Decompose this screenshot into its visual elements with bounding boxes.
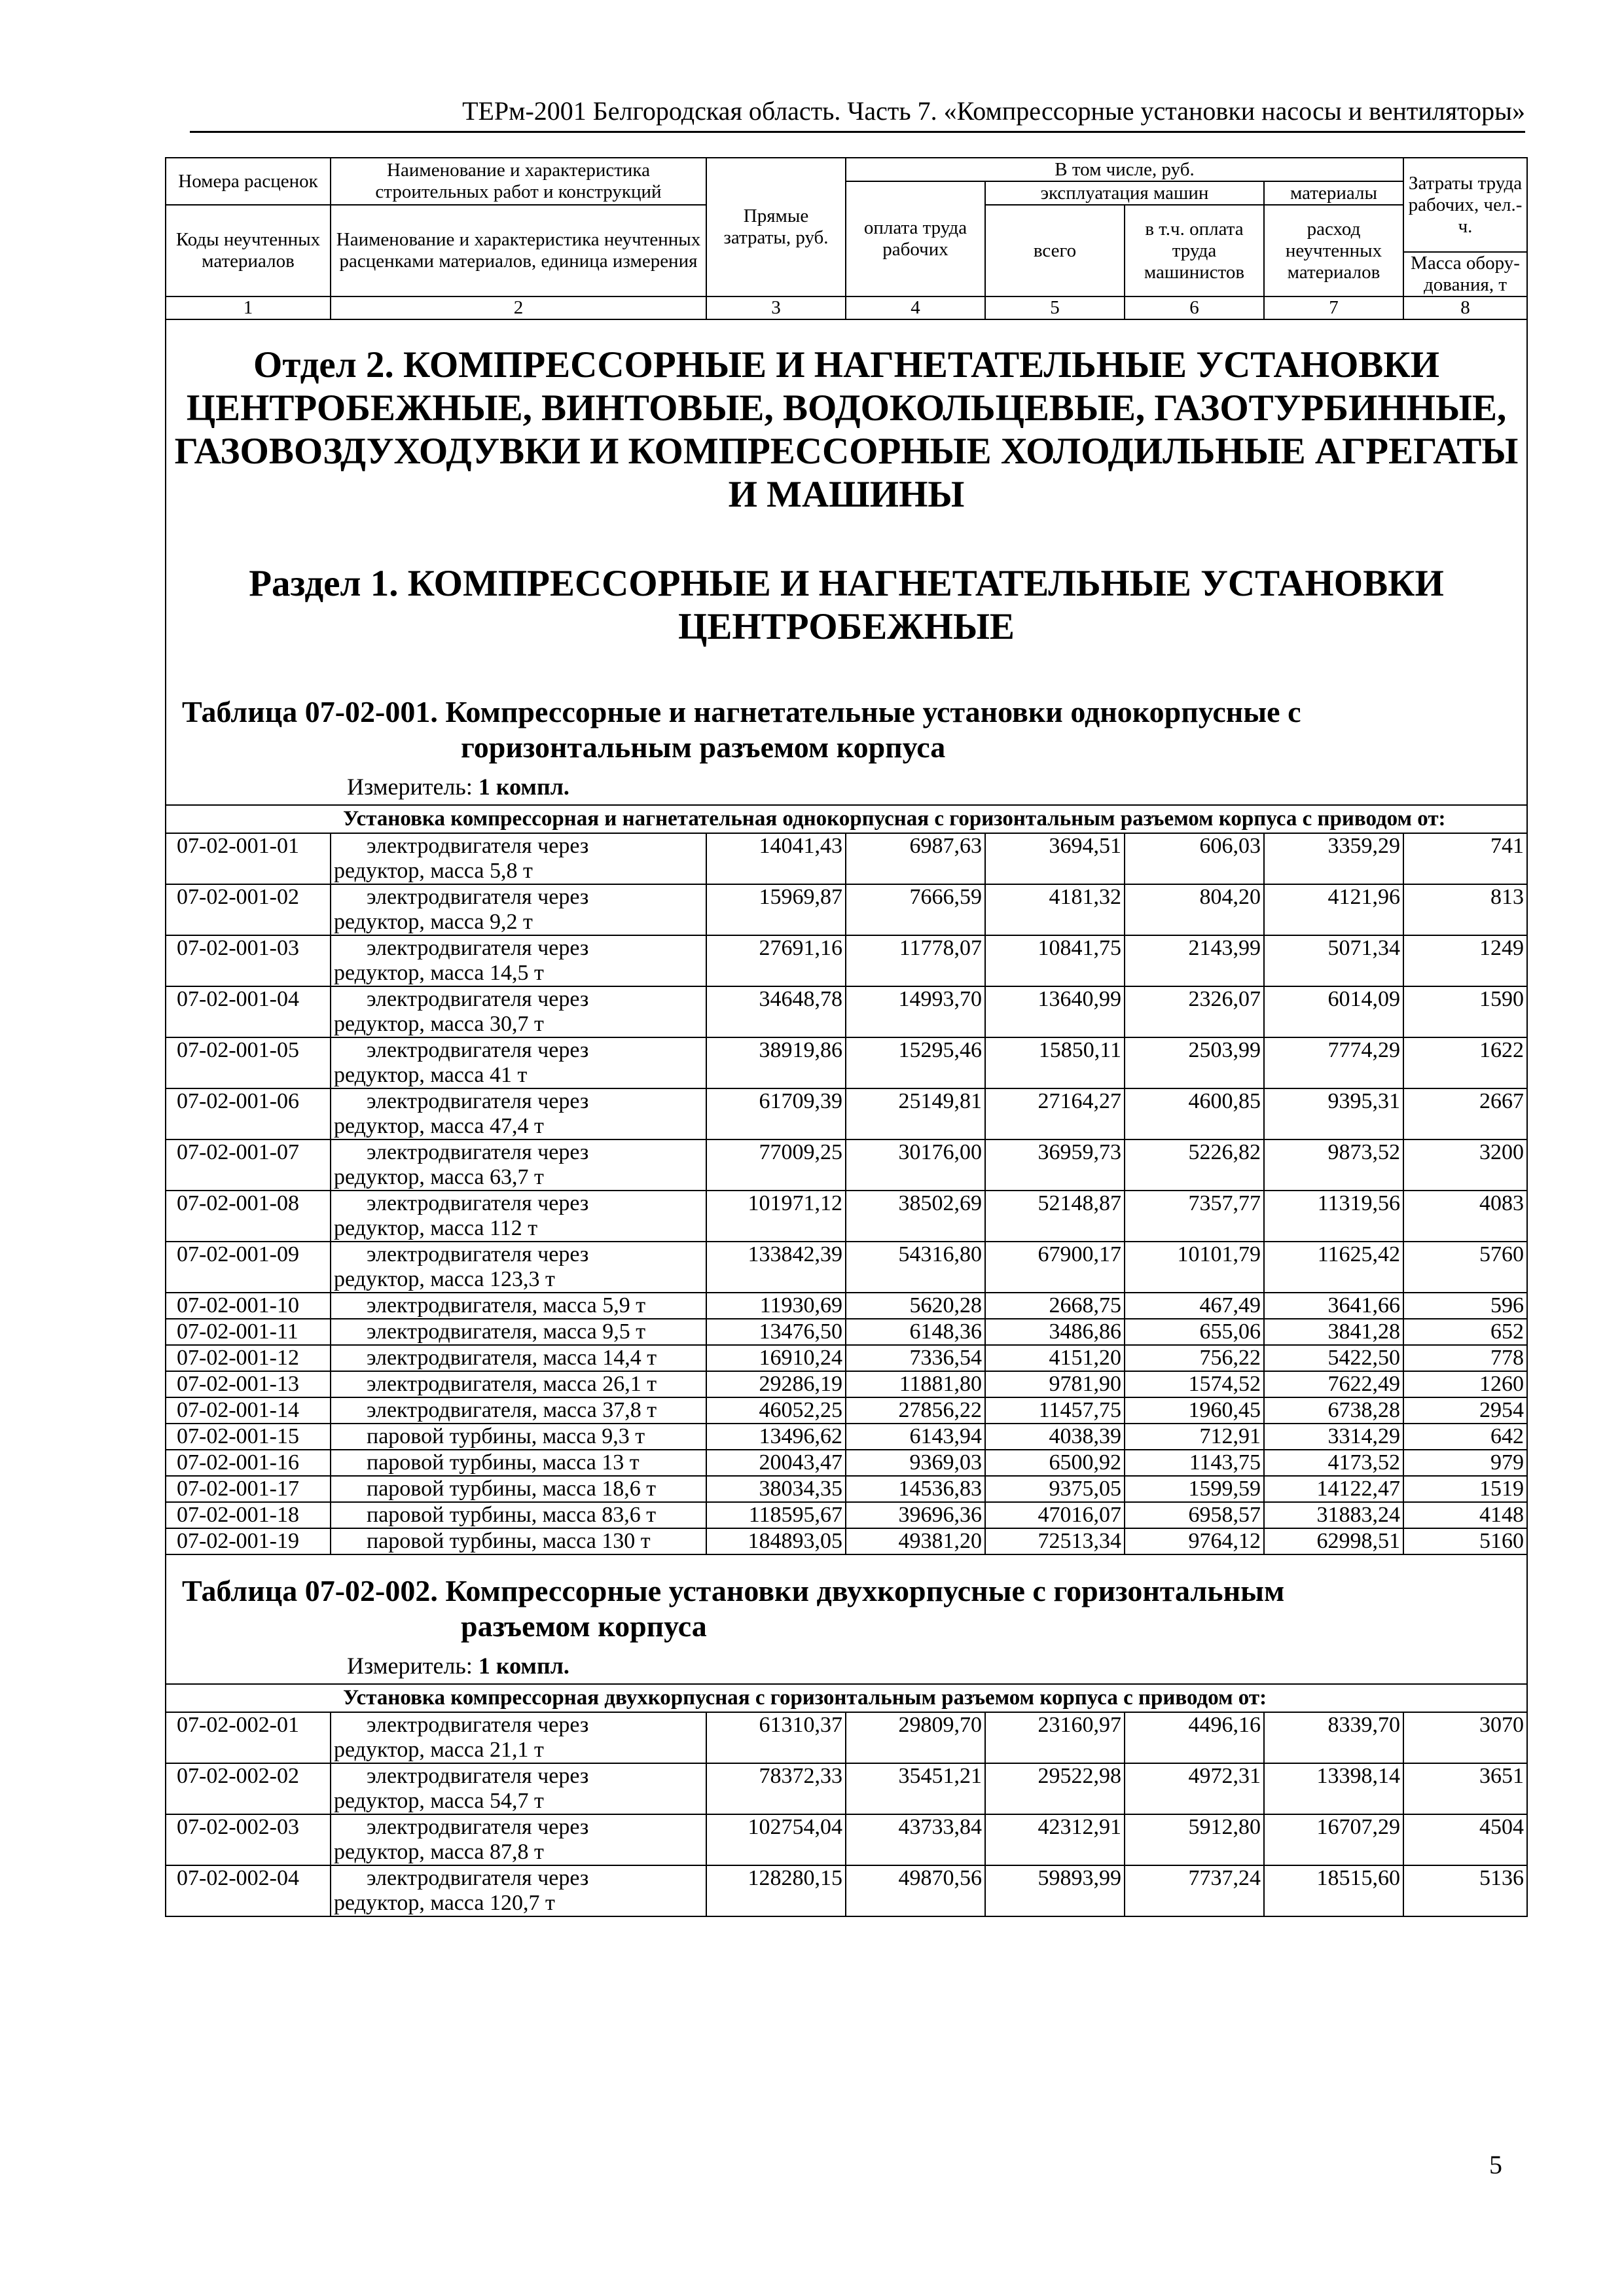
- meter-value: 1 компл.: [478, 1653, 569, 1679]
- rate-code: 07-02-001-04: [166, 986, 331, 1037]
- rate-code: 07-02-001-08: [166, 1191, 331, 1242]
- col1-top: Номера расценок: [166, 158, 331, 205]
- labor-hours: 1622: [1403, 1037, 1527, 1088]
- materials-header: материалы: [1264, 181, 1403, 205]
- materials-cost: 31883,24: [1264, 1502, 1403, 1528]
- materials-cost: 11625,42: [1264, 1242, 1403, 1293]
- rate-name: [331, 1088, 706, 1139]
- rate-name: [331, 1763, 706, 1814]
- materials-cost: 6738,28: [1264, 1397, 1403, 1424]
- machines-total: 23160,97: [985, 1712, 1125, 1763]
- rate-name-line1: электродвигателя через: [367, 1866, 589, 1890]
- machines-total: 4038,39: [985, 1424, 1125, 1450]
- machines-total: 13640,99: [985, 986, 1125, 1037]
- rate-name-line1: электродвигателя через: [367, 1191, 589, 1215]
- rate-name-line2: редуктор, масса 41 т: [334, 1063, 528, 1087]
- rate-code: 07-02-001-18: [166, 1502, 331, 1528]
- machinist-pay: 7357,77: [1125, 1191, 1264, 1242]
- rate-name: [331, 986, 706, 1037]
- rate-name: [331, 1502, 706, 1528]
- rate-name-line1: паровой турбины, масса 13 т: [367, 1450, 640, 1475]
- col8-bottom: Масса обору-дования, т: [1403, 252, 1527, 296]
- direct-costs: 38919,86: [706, 1037, 846, 1088]
- worker-pay: 30176,00: [846, 1139, 985, 1191]
- labor-hours: 5760: [1403, 1242, 1527, 1293]
- table-row: [166, 1450, 1527, 1476]
- direct-costs: 77009,25: [706, 1139, 846, 1191]
- machinist-pay: 467,49: [1125, 1293, 1264, 1319]
- col-number-3: 3: [706, 296, 846, 319]
- direct-costs: 13496,62: [706, 1424, 846, 1450]
- machinist-pay: 804,20: [1125, 884, 1264, 935]
- labor-hours: 741: [1403, 833, 1527, 884]
- direct-costs: 34648,78: [706, 986, 846, 1037]
- rate-name-line1: электродвигателя через: [367, 1140, 589, 1164]
- machinist-pay: 5912,80: [1125, 1814, 1264, 1865]
- rate-code: 07-02-001-12: [166, 1345, 331, 1371]
- machines-total: 11457,75: [985, 1397, 1125, 1424]
- labor-hours: 2667: [1403, 1088, 1527, 1139]
- table-row: [166, 1397, 1527, 1424]
- labor-hours: 642: [1403, 1424, 1527, 1450]
- table2-group: Установка компрессорная двухкорпусная с горизонтальным разъемом корпуса с приводом от:: [166, 1684, 1527, 1712]
- machinist-pay: 712,91: [1125, 1424, 1264, 1450]
- machinist-pay: 6958,57: [1125, 1502, 1264, 1528]
- direct-costs: 78372,33: [706, 1763, 846, 1814]
- worker-pay: 14993,70: [846, 986, 985, 1037]
- meter-value: 1 компл.: [478, 774, 569, 800]
- rate-code: 07-02-001-02: [166, 884, 331, 935]
- materials-cost: 13398,14: [1264, 1763, 1403, 1814]
- table1-title-line1: Таблица 07-02-001. Компрессорные и нагнетательные установки однокорпусные с: [182, 695, 1301, 728]
- col3: Прямые затраты, руб.: [706, 158, 846, 296]
- machines-total: 9375,05: [985, 1476, 1125, 1502]
- worker-pay: 6987,63: [846, 833, 985, 884]
- col2-bottom: Наименование и характеристика неучтенных расценками материалов, единица измерения: [331, 205, 706, 296]
- labor-hours: 813: [1403, 884, 1527, 935]
- direct-costs: 101971,12: [706, 1191, 846, 1242]
- direct-costs: 16910,24: [706, 1345, 846, 1371]
- direct-costs: 13476,50: [706, 1319, 846, 1345]
- machines-total: 72513,34: [985, 1528, 1125, 1554]
- rate-name: [331, 833, 706, 884]
- machines-total: 42312,91: [985, 1814, 1125, 1865]
- labor-hours: 979: [1403, 1450, 1527, 1476]
- rate-code: 07-02-002-01: [166, 1712, 331, 1763]
- rate-code: 07-02-001-16: [166, 1450, 331, 1476]
- table-row: [166, 935, 1527, 986]
- direct-costs: 46052,25: [706, 1397, 846, 1424]
- machinist-pay: 756,22: [1125, 1345, 1264, 1371]
- table-row: [166, 1191, 1527, 1242]
- machinist-pay: 7737,24: [1125, 1865, 1264, 1916]
- direct-costs: 38034,35: [706, 1476, 846, 1502]
- materials-cost: 11319,56: [1264, 1191, 1403, 1242]
- labor-hours: 778: [1403, 1345, 1527, 1371]
- rate-name-line2: редуктор, масса 63,7 т: [334, 1165, 544, 1189]
- worker-pay: 15295,46: [846, 1037, 985, 1088]
- direct-costs: 15969,87: [706, 884, 846, 935]
- rate-code: 07-02-001-14: [166, 1397, 331, 1424]
- machines-total: 15850,11: [985, 1037, 1125, 1088]
- rate-name: [331, 1814, 706, 1865]
- rate-name-line2: редуктор, масса 5,8 т: [334, 859, 533, 883]
- direct-costs: 29286,19: [706, 1371, 846, 1397]
- rate-name: [331, 1345, 706, 1371]
- table-row: [166, 1712, 1527, 1763]
- rate-name-line2: редуктор, масса 54,7 т: [334, 1789, 544, 1813]
- table-row: [166, 1814, 1527, 1865]
- labor-hours: 4504: [1403, 1814, 1527, 1865]
- col-number-1: 1: [166, 296, 331, 319]
- col-number-8: 8: [1403, 296, 1527, 319]
- rate-code: 07-02-002-04: [166, 1865, 331, 1916]
- table-row: [166, 986, 1527, 1037]
- machines-total: 9781,90: [985, 1371, 1125, 1397]
- materials-cost: 9395,31: [1264, 1088, 1403, 1139]
- machinist-pay: 4496,16: [1125, 1712, 1264, 1763]
- worker-pay: 11881,80: [846, 1371, 985, 1397]
- materials-cost: 3314,29: [1264, 1424, 1403, 1450]
- rate-name-line1: электродвигателя через: [367, 1713, 589, 1737]
- rate-name: [331, 1191, 706, 1242]
- rate-name: [331, 1293, 706, 1319]
- rate-name: [331, 935, 706, 986]
- table-row: [166, 1528, 1527, 1554]
- rate-name-line1: электродвигателя, масса 37,8 т: [367, 1398, 657, 1422]
- col2-top: Наименование и характеристика строительных работ и конструкций: [331, 158, 706, 205]
- rate-name-line2: редуктор, масса 47,4 т: [334, 1114, 544, 1138]
- direct-costs: 102754,04: [706, 1814, 846, 1865]
- rate-code: 07-02-001-06: [166, 1088, 331, 1139]
- table-row: [166, 884, 1527, 935]
- labor-hours: 4148: [1403, 1502, 1527, 1528]
- rate-name-line1: паровой турбины, масса 9,3 т: [367, 1424, 645, 1448]
- col-number-7: 7: [1264, 296, 1403, 319]
- rate-name-line1: электродвигателя через: [367, 885, 589, 909]
- rate-name-line1: электродвигателя, масса 9,5 т: [367, 1319, 646, 1344]
- labor-hours: 596: [1403, 1293, 1527, 1319]
- machines-total: 29522,98: [985, 1763, 1125, 1814]
- rate-name-line1: электродвигателя через: [367, 1815, 589, 1839]
- table-row: [166, 833, 1527, 884]
- table-row: [166, 1763, 1527, 1814]
- incl-header: В том числе, руб.: [846, 158, 1403, 181]
- direct-costs: 27691,16: [706, 935, 846, 986]
- machines-total: 4181,32: [985, 884, 1125, 935]
- materials-cost: 3641,66: [1264, 1293, 1403, 1319]
- table-row: [166, 1037, 1527, 1088]
- rate-name-line1: электродвигателя через: [367, 1038, 589, 1062]
- labor-hours: 5160: [1403, 1528, 1527, 1554]
- table-row: [166, 1502, 1527, 1528]
- col6: в т.ч. оплата труда машинистов: [1125, 205, 1264, 296]
- rate-name: [331, 1037, 706, 1088]
- materials-cost: 5071,34: [1264, 935, 1403, 986]
- worker-pay: 5620,28: [846, 1293, 985, 1319]
- page-number: 5: [1489, 2150, 1502, 2179]
- table2-title: [170, 1555, 1523, 1644]
- rate-code: 07-02-001-15: [166, 1424, 331, 1450]
- rate-code: 07-02-001-19: [166, 1528, 331, 1554]
- materials-cost: 7774,29: [1264, 1037, 1403, 1088]
- machinist-pay: 2143,99: [1125, 935, 1264, 986]
- table2-heading-cell: [166, 1554, 1527, 1684]
- materials-cost: 5422,50: [1264, 1345, 1403, 1371]
- table-row: [166, 1345, 1527, 1371]
- machines-total: 6500,92: [985, 1450, 1125, 1476]
- rate-name-line1: электродвигателя, масса 5,9 т: [367, 1293, 646, 1318]
- rate-name-line1: паровой турбины, масса 130 т: [367, 1529, 651, 1553]
- machines-total: 47016,07: [985, 1502, 1125, 1528]
- machines-total: 36959,73: [985, 1139, 1125, 1191]
- table-header: [166, 158, 1527, 319]
- direct-costs: 184893,05: [706, 1528, 846, 1554]
- rate-name-line1: паровой турбины, масса 83,6 т: [367, 1503, 657, 1527]
- col-number-6: 6: [1125, 296, 1264, 319]
- machines-total: 27164,27: [985, 1088, 1125, 1139]
- rates-table: [165, 157, 1526, 1917]
- meter-label: Измеритель:: [347, 774, 473, 800]
- materials-cost: 3841,28: [1264, 1319, 1403, 1345]
- rate-name-line2: редуктор, масса 21,1 т: [334, 1738, 544, 1762]
- direct-costs: 14041,43: [706, 833, 846, 884]
- worker-pay: 39696,36: [846, 1502, 985, 1528]
- materials-cost: 9873,52: [1264, 1139, 1403, 1191]
- table-row: [166, 1476, 1527, 1502]
- rate-name: [331, 1450, 706, 1476]
- rate-code: 07-02-001-11: [166, 1319, 331, 1345]
- machines-total: 2668,75: [985, 1293, 1125, 1319]
- rate-code: 07-02-002-02: [166, 1763, 331, 1814]
- labor-hours: 1590: [1403, 986, 1527, 1037]
- machines-total: 59893,99: [985, 1865, 1125, 1916]
- labor-hours: 3200: [1403, 1139, 1527, 1191]
- labor-hours: 4083: [1403, 1191, 1527, 1242]
- machinist-pay: 606,03: [1125, 833, 1264, 884]
- rate-name: [331, 1424, 706, 1450]
- col-number-4: 4: [846, 296, 985, 319]
- table1-rows: [166, 833, 1527, 1554]
- col-number-2: 2: [331, 296, 706, 319]
- table-row: [166, 1371, 1527, 1397]
- labor-hours: 2954: [1403, 1397, 1527, 1424]
- machinist-pay: 4972,31: [1125, 1763, 1264, 1814]
- labor-hours: 3070: [1403, 1712, 1527, 1763]
- machinist-pay: 5226,82: [1125, 1139, 1264, 1191]
- materials-cost: 4121,96: [1264, 884, 1403, 935]
- rate-name-line2: редуктор, масса 14,5 т: [334, 961, 544, 985]
- table2-title-line1: Таблица 07-02-002. Компрессорные установки двухкорпусные с горизонтальным: [182, 1574, 1285, 1607]
- col5: всего: [985, 205, 1125, 296]
- machinist-pay: 10101,79: [1125, 1242, 1264, 1293]
- rate-name: [331, 1712, 706, 1763]
- rate-code: 07-02-001-13: [166, 1371, 331, 1397]
- table-row: [166, 1088, 1527, 1139]
- col4: оплата труда рабочих: [846, 181, 985, 296]
- direct-costs: 61709,39: [706, 1088, 846, 1139]
- worker-pay: 54316,80: [846, 1242, 985, 1293]
- rate-name: [331, 1476, 706, 1502]
- machines-header: эксплуатация машин: [985, 181, 1264, 205]
- machinist-pay: 1960,45: [1125, 1397, 1264, 1424]
- direct-costs: 61310,37: [706, 1712, 846, 1763]
- materials-cost: 6014,09: [1264, 986, 1403, 1037]
- materials-cost: 62998,51: [1264, 1528, 1403, 1554]
- rate-name-line2: редуктор, масса 9,2 т: [334, 910, 533, 934]
- machines-total: 4151,20: [985, 1345, 1125, 1371]
- labor-hours: 3651: [1403, 1763, 1527, 1814]
- table-row: [166, 1319, 1527, 1345]
- rate-code: 07-02-002-03: [166, 1814, 331, 1865]
- rate-code: 07-02-001-01: [166, 833, 331, 884]
- worker-pay: 6148,36: [846, 1319, 985, 1345]
- rate-name-line1: электродвигателя через: [367, 1242, 589, 1266]
- rate-name-line1: электродвигателя через: [367, 1764, 589, 1788]
- machines-total: 67900,17: [985, 1242, 1125, 1293]
- machines-total: 3486,86: [985, 1319, 1125, 1345]
- rate-name-line2: редуктор, масса 112 т: [334, 1216, 538, 1240]
- rate-code: 07-02-001-17: [166, 1476, 331, 1502]
- materials-cost: 3359,29: [1264, 833, 1403, 884]
- worker-pay: 35451,21: [846, 1763, 985, 1814]
- machinist-pay: 2326,07: [1125, 986, 1264, 1037]
- direct-costs: 128280,15: [706, 1865, 846, 1916]
- materials-cost: 4173,52: [1264, 1450, 1403, 1476]
- materials-cost: 16707,29: [1264, 1814, 1403, 1865]
- rate-name-line2: редуктор, масса 120,7 т: [334, 1891, 555, 1915]
- worker-pay: 43733,84: [846, 1814, 985, 1865]
- direct-costs: 118595,67: [706, 1502, 846, 1528]
- machinist-pay: 1143,75: [1125, 1450, 1264, 1476]
- table1-group: Установка компрессорная и нагнетательная однокорпусная с горизонтальным разъемом корпуса с приводом от:: [166, 805, 1527, 833]
- machinist-pay: 2503,99: [1125, 1037, 1264, 1088]
- rate-name-line1: электродвигателя через: [367, 987, 589, 1011]
- rate-code: 07-02-001-07: [166, 1139, 331, 1191]
- direct-costs: 133842,39: [706, 1242, 846, 1293]
- worker-pay: 49381,20: [846, 1528, 985, 1554]
- machines-total: 3694,51: [985, 833, 1125, 884]
- rate-name-line2: редуктор, масса 123,3 т: [334, 1267, 555, 1291]
- part-title: Раздел 1. КОМПРЕССОРНЫЕ И НАГНЕТАТЕЛЬНЫЕ УСТАНОВКИ ЦЕНТРОБЕЖНЫЕ: [249, 563, 1444, 647]
- worker-pay: 38502,69: [846, 1191, 985, 1242]
- rate-name: [331, 1319, 706, 1345]
- rate-name-line1: паровой турбины, масса 18,6 т: [367, 1477, 657, 1501]
- machines-total: 52148,87: [985, 1191, 1125, 1242]
- section-cell: [166, 319, 1527, 805]
- rate-name-line2: редуктор, масса 87,8 т: [334, 1840, 544, 1864]
- labor-hours: 652: [1403, 1319, 1527, 1345]
- labor-hours: 1260: [1403, 1371, 1527, 1397]
- table-row: [166, 1865, 1527, 1916]
- rate-name: [331, 1397, 706, 1424]
- worker-pay: 29809,70: [846, 1712, 985, 1763]
- main-table: [165, 157, 1528, 1917]
- materials-cost: 7622,49: [1264, 1371, 1403, 1397]
- worker-pay: 7336,54: [846, 1345, 985, 1371]
- col7: расход неучтенных материалов: [1264, 205, 1403, 296]
- direct-costs: 20043,47: [706, 1450, 846, 1476]
- worker-pay: 27856,22: [846, 1397, 985, 1424]
- rate-name: [331, 1528, 706, 1554]
- rate-code: 07-02-001-03: [166, 935, 331, 986]
- table2-meter: [170, 1644, 1523, 1683]
- machinist-pay: 1574,52: [1125, 1371, 1264, 1397]
- col8-top: Затраты труда рабочих, чел.-ч.: [1403, 158, 1527, 252]
- table-row: [166, 1242, 1527, 1293]
- rate-name-line1: электродвигателя через: [367, 936, 589, 960]
- table1-title: [170, 649, 1523, 765]
- worker-pay: 49870,56: [846, 1865, 985, 1916]
- worker-pay: 25149,81: [846, 1088, 985, 1139]
- rate-code: 07-02-001-10: [166, 1293, 331, 1319]
- labor-hours: 5136: [1403, 1865, 1527, 1916]
- table-row: [166, 1424, 1527, 1450]
- rate-name: [331, 1242, 706, 1293]
- table-row: [166, 1139, 1527, 1191]
- machinist-pay: 655,06: [1125, 1319, 1264, 1345]
- table1-title-line2: горизонтальным разъемом корпуса: [461, 730, 946, 764]
- table1-meter: [170, 765, 1523, 804]
- worker-pay: 9369,03: [846, 1450, 985, 1476]
- table2-rows: [166, 1712, 1527, 1916]
- rate-name-line1: электродвигателя через: [367, 1089, 589, 1113]
- rate-name: [331, 1865, 706, 1916]
- rate-name: [331, 1371, 706, 1397]
- rate-name-line1: электродвигателя, масса 26,1 т: [367, 1372, 657, 1396]
- worker-pay: 6143,94: [846, 1424, 985, 1450]
- labor-hours: 1249: [1403, 935, 1527, 986]
- worker-pay: 7666,59: [846, 884, 985, 935]
- machinist-pay: 1599,59: [1125, 1476, 1264, 1502]
- col-number-5: 5: [985, 296, 1125, 319]
- department-title: Отдел 2. КОМПРЕССОРНЫЕ И НАГНЕТАТЕЛЬНЫЕ УСТАНОВКИ ЦЕНТРОБЕЖНЫЕ, ВИНТОВЫЕ, ВОДОКОЛЬЦЕВЫЕ, ГАЗОТУРБИННЫЕ, ГАЗОВОЗДУХОДУВКИ И КОМПРЕССОРНЫЕ ХОЛОДИЛЬНЫЕ АГРЕГАТЫ И МАШИНЫ: [174, 344, 1519, 515]
- rate-name-line1: электродвигателя через: [367, 834, 589, 858]
- machinist-pay: 4600,85: [1125, 1088, 1264, 1139]
- col1-bottom: Коды неучтенных материалов: [166, 205, 331, 296]
- machinist-pay: 9764,12: [1125, 1528, 1264, 1554]
- running-header: [190, 93, 1525, 133]
- labor-hours: 1519: [1403, 1476, 1527, 1502]
- rate-name-line2: редуктор, масса 30,7 т: [334, 1012, 544, 1036]
- table-row: [166, 1293, 1527, 1319]
- worker-pay: 14536,83: [846, 1476, 985, 1502]
- rate-name: [331, 1139, 706, 1191]
- machines-total: 10841,75: [985, 935, 1125, 986]
- meter-label: Измеритель:: [347, 1653, 473, 1679]
- rate-name-line1: электродвигателя, масса 14,4 т: [367, 1346, 657, 1370]
- rate-name: [331, 884, 706, 935]
- rate-code: 07-02-001-09: [166, 1242, 331, 1293]
- direct-costs: 11930,69: [706, 1293, 846, 1319]
- materials-cost: 14122,47: [1264, 1476, 1403, 1502]
- running-header-text: ТЕРм-2001 Белгородская область. Часть 7. «Компрессорные установки насосы и вентиляторы»: [462, 96, 1525, 126]
- materials-cost: 8339,70: [1264, 1712, 1403, 1763]
- materials-cost: 18515,60: [1264, 1865, 1403, 1916]
- worker-pay: 11778,07: [846, 935, 985, 986]
- rate-code: 07-02-001-05: [166, 1037, 331, 1088]
- table2-title-line2: разъемом корпуса: [461, 1609, 707, 1643]
